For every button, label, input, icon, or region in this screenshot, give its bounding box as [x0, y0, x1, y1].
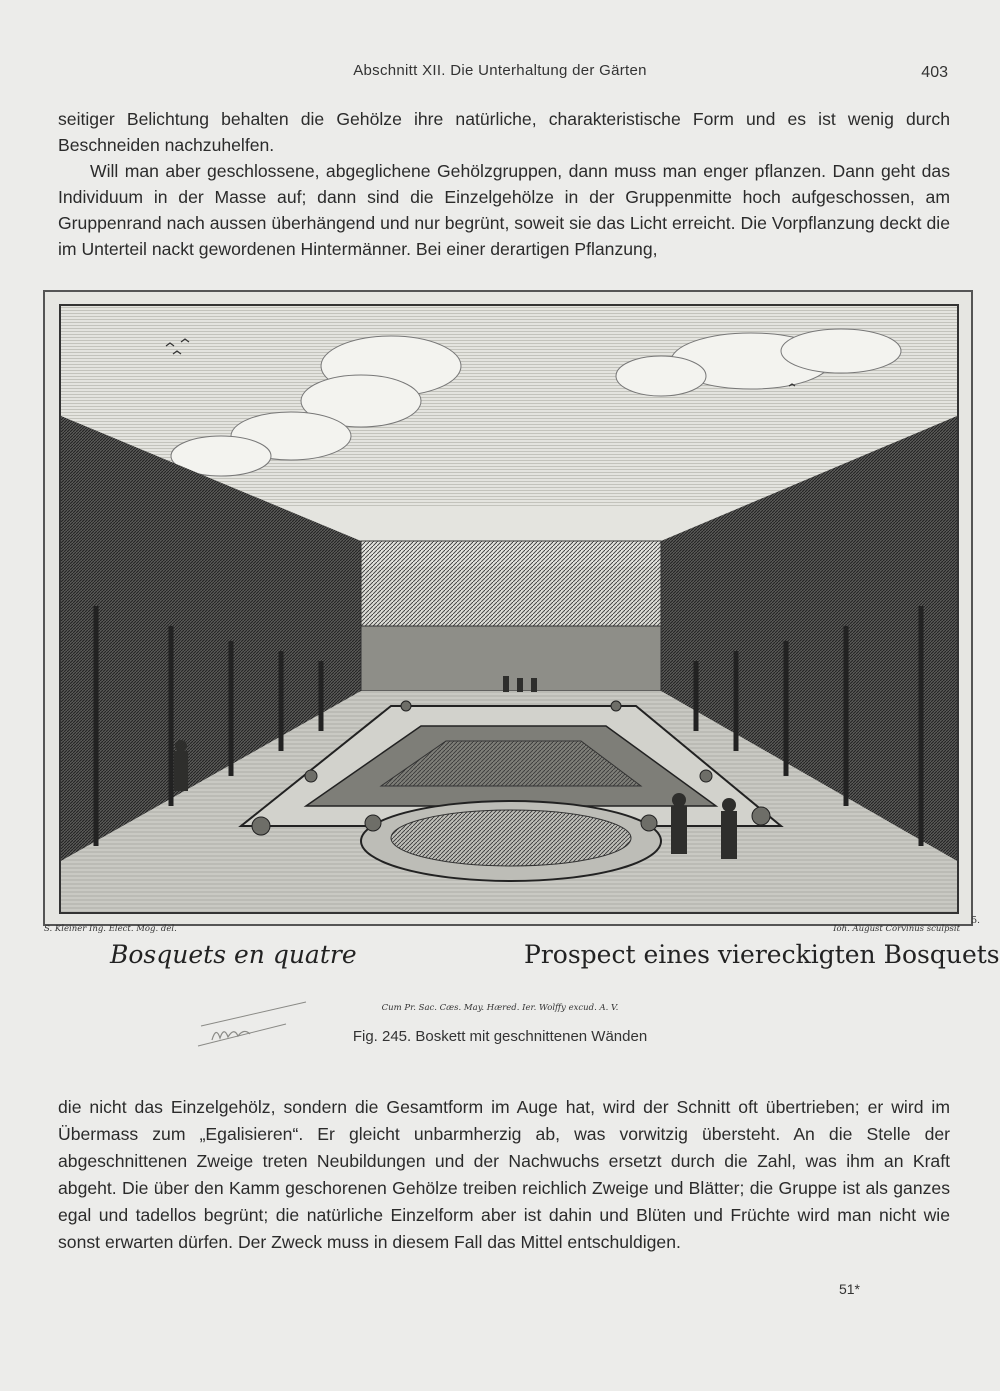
bosquet-engraving	[61, 306, 957, 912]
plate-title-french: Bosquets en quatre	[110, 940, 357, 969]
figure-caption: Fig. 245. Boskett mit geschnittenen Wänden	[352, 1028, 648, 1045]
body-text-top	[58, 106, 950, 262]
engraver-credit-left: S. Kleiner Ing. Elect. Mog. del.	[44, 924, 177, 934]
engraving-plate	[43, 290, 973, 926]
page-number: 403	[921, 64, 948, 81]
paragraph: seitiger Belichtung behalten die Gehölze ihre natürliche, charakteristische Form und es ist wenig durch Beschneiden nachzuhelfen.	[58, 109, 950, 155]
body-text-bottom	[58, 1094, 950, 1256]
plate-title-german: Prospect eines viereckigten Bosquets	[524, 940, 1000, 969]
plate-mark: 5.	[971, 916, 980, 926]
paragraph: die nicht das Einzelgehölz, sondern die Gesamtform im Auge hat, wird der Schnitt oft übertrieben; er wird im Übermass zum „Egalisieren“. Er gleicht unbarmherzig ab, was vorwitzig übersteht. An die Stelle der abgeschnittenen Zweige treten Neubildungen und der Nachwuchs ersetzt durch die Zahl, was ihm an Kraft abgeht. Die über den Kamm geschorenen Gehölze treiben reichlich Zweige und Blätter; die Gruppe ist als ganzes egal und tadellos begrünt; die natürliche Einzelform aber ist dahin und Blüten und Früchte wird man nicht wie sonst erwarten dürfen. Der Zweck muss in diesem Fall das Mittel entschuldigen.	[58, 1097, 950, 1252]
publisher-privilege: Cum Pr. Sac. Cæs. May. Hæred. Ier. Wolffy excud. A. V.	[381, 1003, 619, 1013]
engraving-image	[59, 304, 959, 914]
running-head: Abschnitt XII. Die Unterhaltung der Gärten	[353, 62, 647, 79]
engraver-credit-right: Ioh. August Corvinus sculpsit	[833, 924, 960, 934]
paragraph: Will man aber geschlossene, abgeglichene Gehölzgruppen, dann muss man enger pflanzen. Dann geht das Individuum in der Masse auf; dann sind die Einzelgehölze in der Gruppenmitte hoch aufgeschossen, am Gruppenrand nach aussen überhängend und nur begrünt, soweit sie das Licht erreicht. Die Vorpflanzung deckt die im Unterteil nackt gewordenen Hintermänner. Bei einer derartigen Pflanzung,	[58, 161, 950, 259]
sheet-signature: 51*	[838, 1281, 860, 1297]
